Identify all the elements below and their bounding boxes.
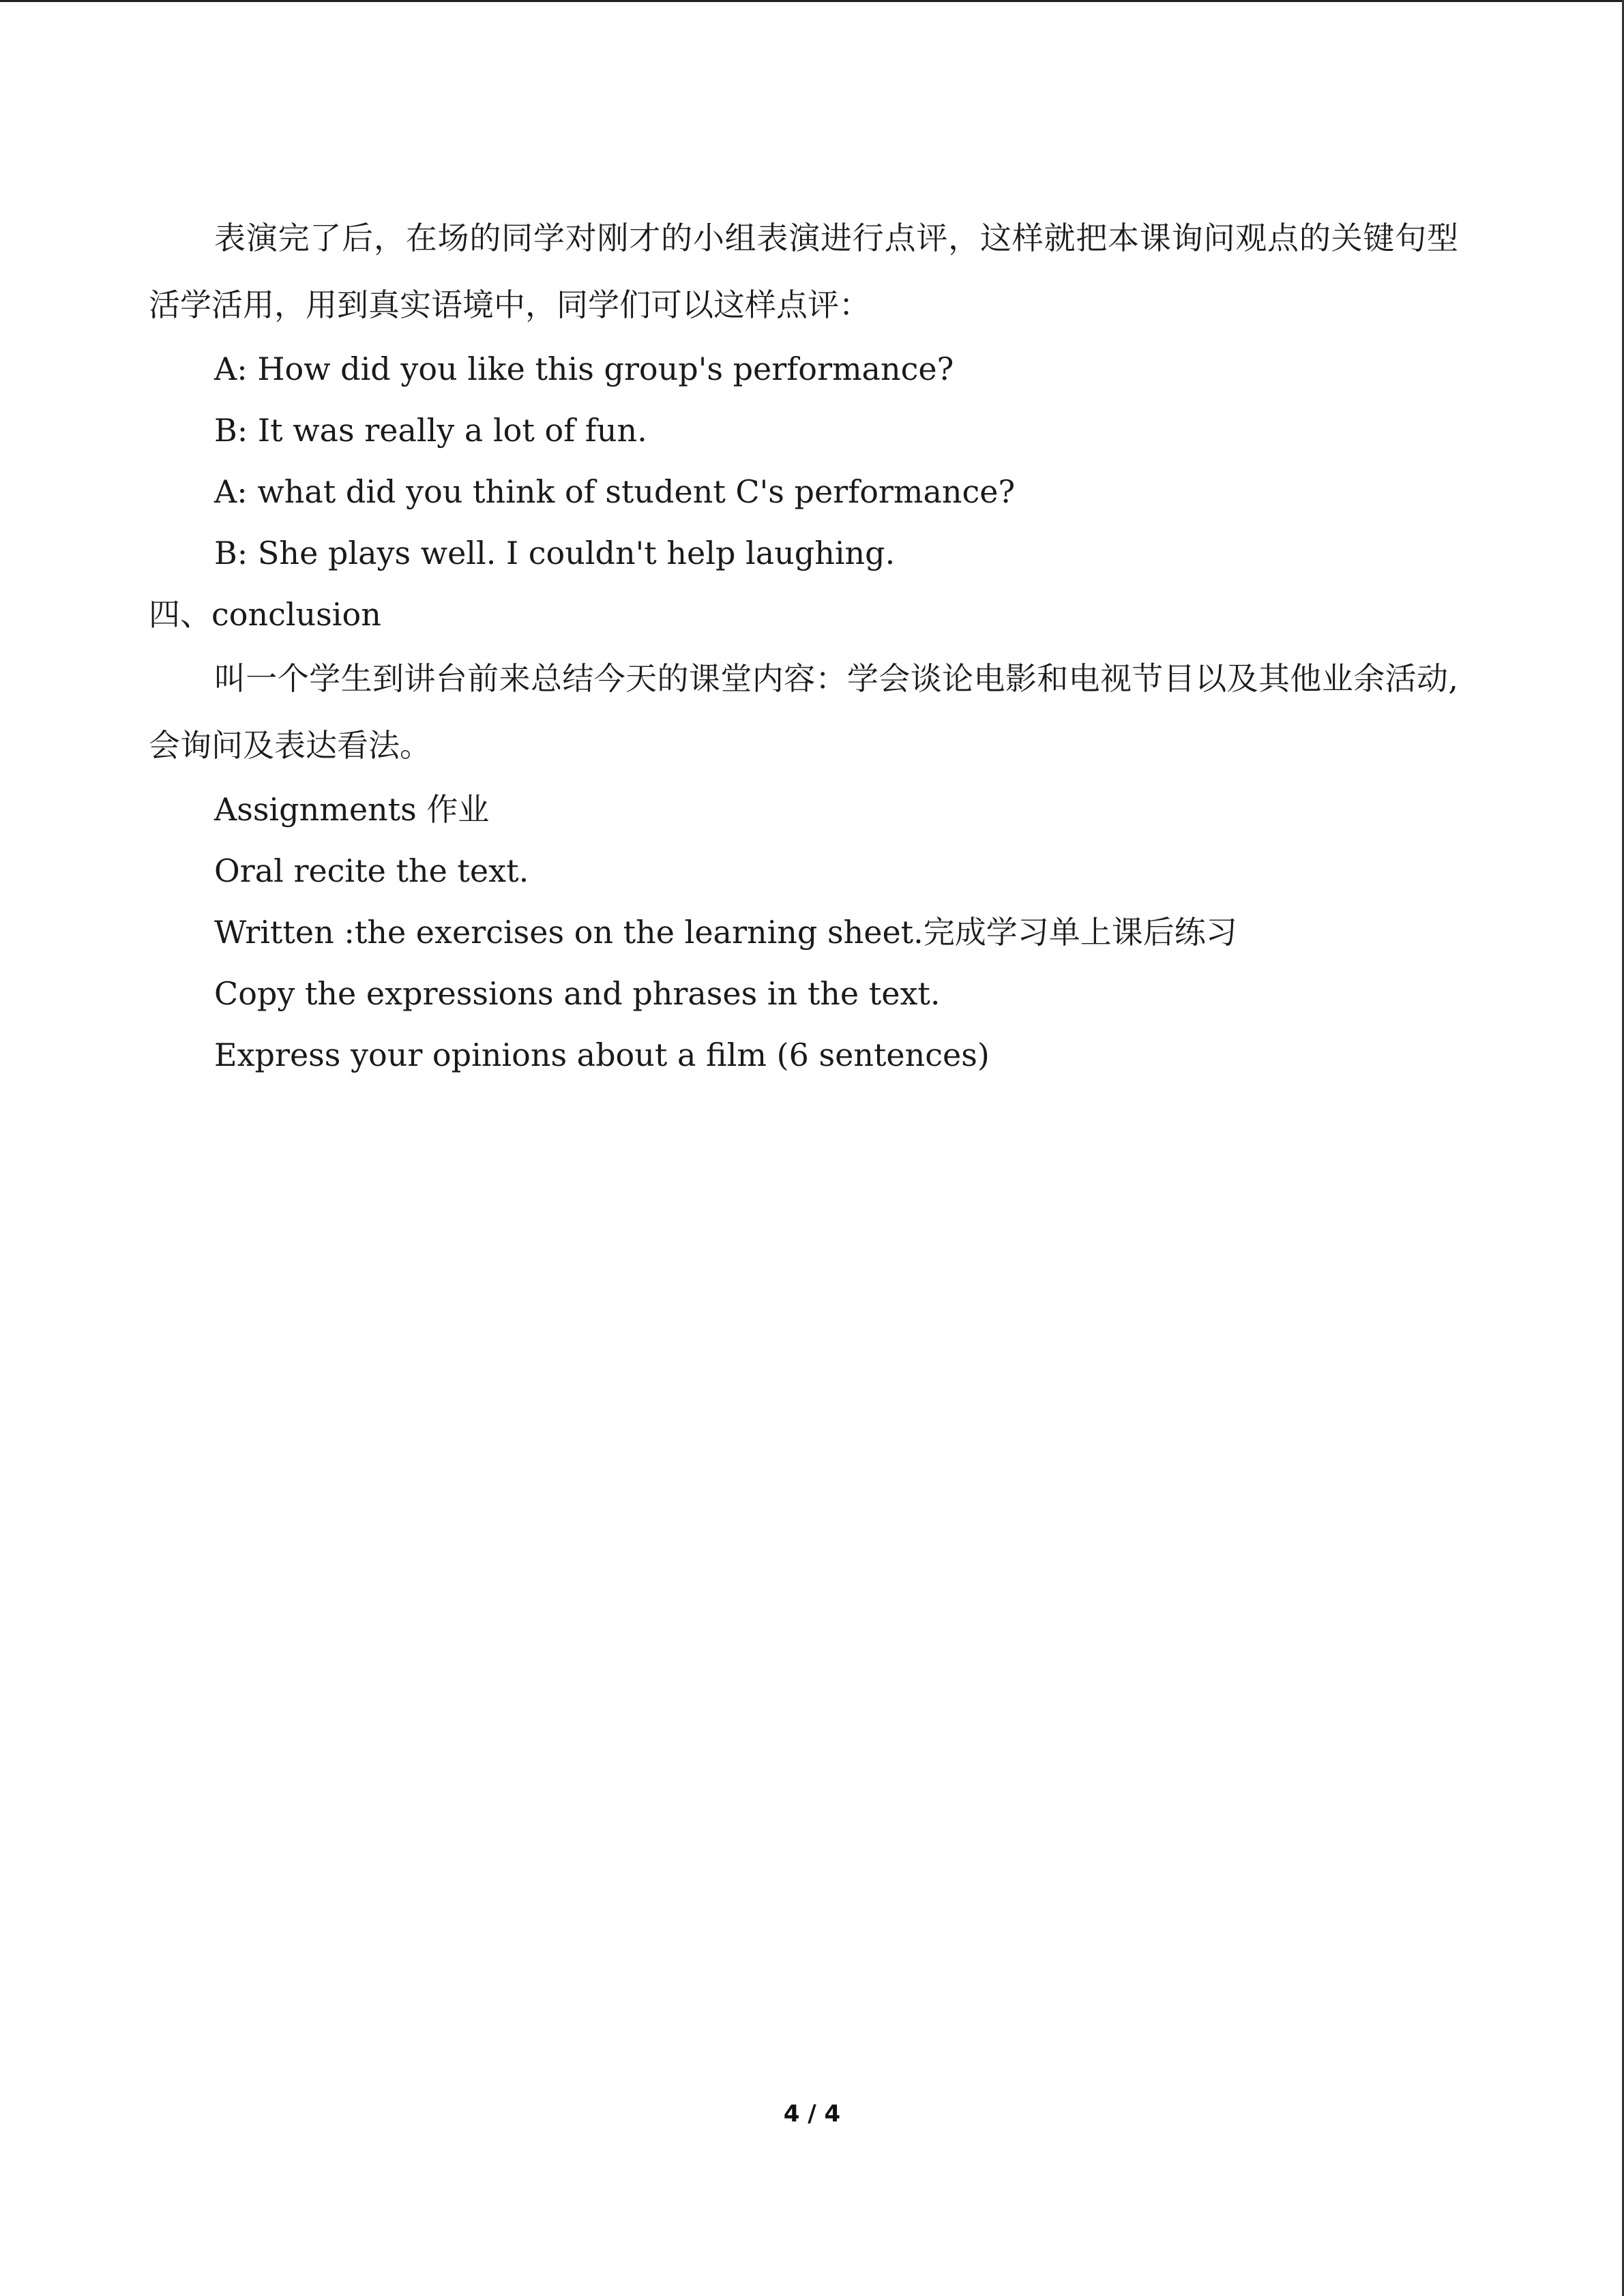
page-top-border — [0, 0, 1624, 2]
dialogue-line: B: She plays well. I couldn't help laughing. — [214, 535, 896, 571]
section-heading: 四、conclusion — [149, 596, 381, 633]
assignment-item: Express your opinions about a film (6 sentences) — [214, 1037, 990, 1073]
review-paragraph: 表演完了后，在场的同学对刚才的小组表演进行点评，这样就把本课询问观点的关键句型活学活用，用到真实语境中，同学们可以这样点评： — [149, 220, 1458, 323]
summary-paragraph: 叫一个学生到讲台前来总结今天的课堂内容：学会谈论电影和电视节目以及其他业余活动,会询问及表达看法。 — [149, 660, 1458, 764]
dialogue-line: B: It was really a lot of fun. — [214, 412, 647, 449]
page-number: 4 / 4 — [783, 2100, 841, 2128]
assignments-title: Assignments 作业 — [214, 791, 490, 828]
document-body — [149, 205, 1458, 1086]
dialogue-line: A: what did you think of student C's performance? — [214, 473, 1016, 510]
dialogue-line: A: How did you like this group's performance? — [214, 351, 954, 387]
assignment-item: Copy the expressions and phrases in the text. — [214, 975, 941, 1012]
assignment-item: Oral recite the text. — [214, 852, 529, 889]
assignment-item: Written :the exercises on the learning sheet.完成学习单上课后练习 — [214, 914, 1237, 951]
